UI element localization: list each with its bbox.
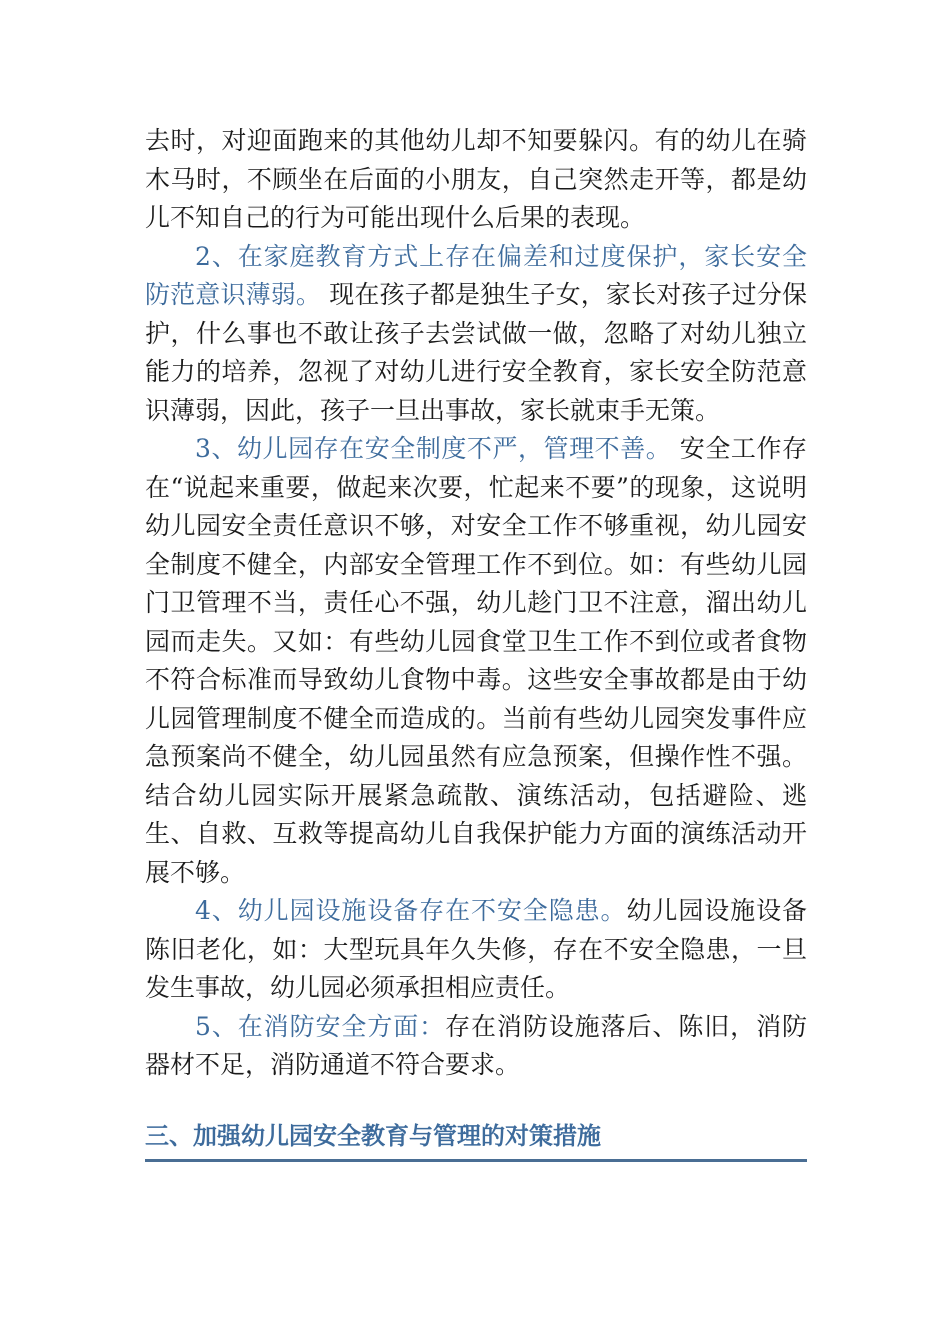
point-heading: 2、在家庭教育方式上存在偏差和过度保护，家长安全防范意识薄弱。 — [145, 241, 807, 309]
paragraph-continuation — [145, 122, 807, 238]
paragraph-text: 去时，对迎面跑来的其他幼儿却不知要躲闪。有的幼儿在骑木马时，不顾坐在后面的小朋友，自己突然走开等，都是幼儿不知自己的行为可能出现什么后果的表现。 — [145, 126, 807, 232]
body-text — [145, 122, 807, 1085]
point-heading: 3、幼儿园存在安全制度不严，管理不善。 — [195, 434, 672, 463]
paragraph-text: 安全工作存在“说起来重要，做起来次要，忙起来不要”的现象，这说明幼儿园安全责任意识不够，对安全工作不够重视，幼儿园安全制度不健全，内部安全管理工作不到位。如：有些幼儿园门卫管理不当，责任心不强，幼儿趁门卫不注意，溜出幼儿园而走失。又如：有些幼儿园食堂卫生工作不到位或者食物不符合标准而导致幼儿食物中毒。这些安全事故都是由于幼儿园管理制度不健全而造成的。当前有些幼儿园突发事件应急预案尚不健全，幼儿园虽然有应急预案，但操作性不强。结合幼儿园实际开展紧急疏散、演练活动，包括避险、逃生、自救、互救等提高幼儿自我保护能力方面的演练活动开展不够。 — [145, 434, 807, 887]
paragraph-point-2 — [145, 238, 807, 431]
point-heading: 4、幼儿园设施设备存在不安全隐患。 — [195, 896, 627, 925]
paragraph-point-3 — [145, 430, 807, 892]
paragraph-text: 存在消防设施落后、陈旧，消防器材不足，消防通道不符合要求。 — [145, 1011, 807, 1079]
point-heading: 5、在消防安全方面： — [195, 1011, 446, 1041]
heading-underline-divider — [145, 1159, 807, 1162]
paragraph-text: 幼儿园设施设备陈旧老化，如：大型玩具年久失修，存在不安全隐患，一旦发生事故，幼儿园必须承担相应责任。 — [145, 896, 807, 1002]
paragraph-text: 现在孩子都是独生子女，家长对孩子过分保护，什么事也不敢让孩子去尝试做一做，忽略了对幼儿独立能力的培养，忽视了对幼儿进行安全教育，家长安全防范意识薄弱，因此，孩子一旦出事故，家长就束手无策。 — [145, 280, 807, 425]
section-heading: 三、加强幼儿园安全教育与管理的对策措施 — [145, 1122, 601, 1150]
paragraph-point-5 — [145, 1008, 807, 1085]
paragraph-point-4 — [145, 892, 807, 1008]
